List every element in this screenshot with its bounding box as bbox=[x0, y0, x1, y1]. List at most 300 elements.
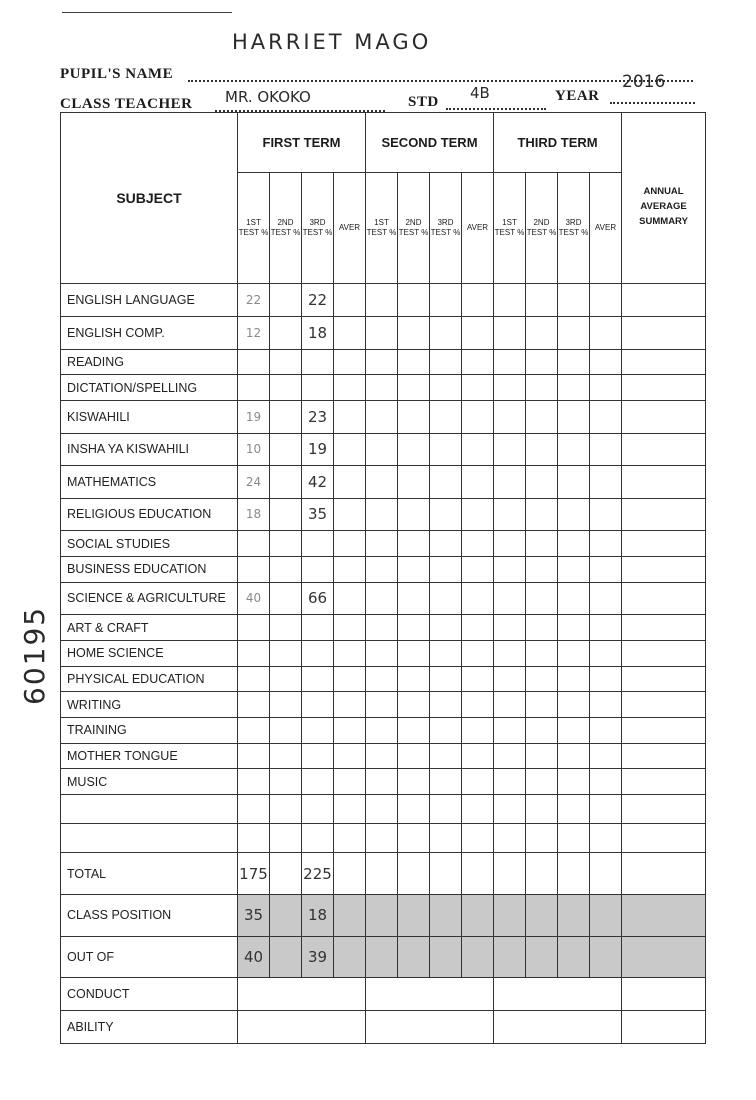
mark-cell bbox=[270, 743, 302, 769]
mark-cell bbox=[398, 317, 430, 350]
std-value: 4B bbox=[470, 84, 490, 102]
mark-cell bbox=[334, 692, 366, 718]
mark-cell bbox=[334, 466, 366, 499]
mark-cell bbox=[270, 769, 302, 795]
t3-test1-header: 1ST TEST % bbox=[494, 173, 526, 284]
std-label: STD bbox=[408, 94, 439, 110]
conduct-row bbox=[61, 978, 706, 1011]
mark-cell bbox=[590, 349, 622, 375]
mark-cell bbox=[590, 284, 622, 317]
mark-cell bbox=[622, 769, 706, 795]
first-term-test1-mark: 24 bbox=[238, 466, 270, 499]
mark-cell bbox=[366, 317, 398, 350]
mark-cell bbox=[430, 640, 462, 666]
mark-cell bbox=[462, 317, 494, 350]
mark-cell bbox=[590, 400, 622, 433]
pupil-name-value: HARRIET MAGO bbox=[232, 30, 432, 54]
std-line bbox=[446, 108, 546, 110]
mark-cell bbox=[334, 498, 366, 531]
mark-cell bbox=[558, 615, 590, 641]
mark-cell bbox=[494, 466, 526, 499]
first-term-header: FIRST TERM bbox=[238, 113, 366, 173]
mark-cell bbox=[430, 692, 462, 718]
mark-cell bbox=[622, 498, 706, 531]
mark-cell bbox=[270, 284, 302, 317]
mark-cell bbox=[334, 743, 366, 769]
mark-cell bbox=[590, 615, 622, 641]
mark-cell bbox=[430, 666, 462, 692]
t3-test2-header: 2ND TEST % bbox=[526, 173, 558, 284]
subject-row bbox=[61, 466, 706, 499]
mark-cell bbox=[334, 666, 366, 692]
first-term-test1-mark bbox=[238, 640, 270, 666]
first-term-test3-mark bbox=[302, 375, 334, 401]
first-term-test1-mark: 18 bbox=[238, 498, 270, 531]
subject-row bbox=[61, 769, 706, 795]
first-term-test3-mark bbox=[302, 666, 334, 692]
mark-cell bbox=[366, 718, 398, 744]
subject-name: BUSINESS EDUCATION bbox=[61, 556, 238, 582]
class-teacher-label: CLASS TEACHER bbox=[60, 96, 193, 112]
mark-cell bbox=[398, 692, 430, 718]
first-term-test1-mark: 12 bbox=[238, 317, 270, 350]
t1-test1-header: 1ST TEST % bbox=[238, 173, 270, 284]
mark-cell bbox=[494, 375, 526, 401]
mark-cell bbox=[494, 498, 526, 531]
mark-cell bbox=[430, 769, 462, 795]
report-grid bbox=[60, 112, 706, 1044]
mark-cell bbox=[526, 769, 558, 795]
ability-row bbox=[61, 1011, 706, 1044]
mark-cell bbox=[558, 556, 590, 582]
mark-cell bbox=[622, 531, 706, 557]
first-term-test1-mark bbox=[238, 692, 270, 718]
first-term-test1-mark bbox=[238, 666, 270, 692]
subject-row bbox=[61, 692, 706, 718]
mark-cell bbox=[334, 317, 366, 350]
mark-cell bbox=[526, 666, 558, 692]
class-position-label: CLASS POSITION bbox=[61, 895, 238, 937]
mark-cell bbox=[622, 433, 706, 466]
mark-cell bbox=[558, 692, 590, 718]
mark-cell bbox=[590, 498, 622, 531]
mark-cell bbox=[270, 531, 302, 557]
subject-row bbox=[61, 433, 706, 466]
mark-cell bbox=[526, 466, 558, 499]
subject-row bbox=[61, 743, 706, 769]
mark-cell bbox=[494, 582, 526, 615]
mark-cell bbox=[622, 400, 706, 433]
mark-cell bbox=[270, 640, 302, 666]
mark-cell bbox=[526, 400, 558, 433]
mark-cell bbox=[366, 531, 398, 557]
subject-row bbox=[61, 498, 706, 531]
mark-cell bbox=[334, 349, 366, 375]
mark-cell bbox=[430, 498, 462, 531]
mark-cell bbox=[366, 640, 398, 666]
mark-cell bbox=[366, 498, 398, 531]
year-label: YEAR bbox=[555, 88, 600, 104]
mark-cell bbox=[462, 666, 494, 692]
t2-test2-header: 2ND TEST % bbox=[398, 173, 430, 284]
mark-cell bbox=[334, 640, 366, 666]
mark-cell bbox=[430, 317, 462, 350]
mark-cell bbox=[622, 640, 706, 666]
subject-name: SCIENCE & AGRICULTURE bbox=[61, 582, 238, 615]
mark-cell bbox=[622, 317, 706, 350]
second-term-header: SECOND TERM bbox=[366, 113, 494, 173]
mark-cell bbox=[366, 582, 398, 615]
first-term-test3-mark: 35 bbox=[302, 498, 334, 531]
pupil-name-line bbox=[188, 80, 693, 82]
mark-cell bbox=[430, 466, 462, 499]
mark-cell bbox=[398, 615, 430, 641]
mark-cell bbox=[270, 718, 302, 744]
mark-cell bbox=[558, 466, 590, 499]
first-term-test3-mark: 19 bbox=[302, 433, 334, 466]
mark-cell bbox=[366, 615, 398, 641]
mark-cell bbox=[494, 556, 526, 582]
mark-cell bbox=[334, 531, 366, 557]
subject-name: MUSIC bbox=[61, 769, 238, 795]
mark-cell bbox=[494, 433, 526, 466]
mark-cell bbox=[398, 375, 430, 401]
mark-cell bbox=[366, 769, 398, 795]
subject-row bbox=[61, 349, 706, 375]
t3-aver-header: AVER bbox=[590, 173, 622, 284]
mark-cell bbox=[558, 400, 590, 433]
mark-cell bbox=[334, 400, 366, 433]
mark-cell bbox=[398, 556, 430, 582]
mark-cell bbox=[430, 718, 462, 744]
side-handwritten-note: 60195 bbox=[18, 605, 51, 705]
class-teacher-value: MR. OKOKO bbox=[225, 88, 311, 106]
subject-row bbox=[61, 640, 706, 666]
subject-name: READING bbox=[61, 349, 238, 375]
mark-cell bbox=[462, 556, 494, 582]
blank-row bbox=[61, 824, 706, 853]
mark-cell bbox=[398, 769, 430, 795]
mark-cell bbox=[270, 666, 302, 692]
first-term-test1-mark bbox=[238, 615, 270, 641]
mark-cell bbox=[494, 400, 526, 433]
mark-cell bbox=[462, 769, 494, 795]
mark-cell bbox=[398, 349, 430, 375]
year-line bbox=[610, 102, 695, 104]
mark-cell bbox=[398, 466, 430, 499]
first-term-test3-mark bbox=[302, 692, 334, 718]
subject-name: ENGLISH LANGUAGE bbox=[61, 284, 238, 317]
t1-test2-header: 2ND TEST % bbox=[270, 173, 302, 284]
mark-cell bbox=[526, 640, 558, 666]
top-edge-mark bbox=[62, 12, 232, 13]
mark-cell bbox=[270, 615, 302, 641]
mark-cell bbox=[590, 317, 622, 350]
mark-cell bbox=[558, 531, 590, 557]
mark-cell bbox=[526, 743, 558, 769]
mark-cell bbox=[462, 582, 494, 615]
mark-cell bbox=[558, 433, 590, 466]
subject-row bbox=[61, 531, 706, 557]
mark-cell bbox=[462, 743, 494, 769]
subject-row bbox=[61, 375, 706, 401]
mark-cell bbox=[526, 349, 558, 375]
subject-name: TRAINING bbox=[61, 718, 238, 744]
mark-cell bbox=[462, 531, 494, 557]
mark-cell bbox=[526, 498, 558, 531]
first-term-test1-mark bbox=[238, 718, 270, 744]
first-term-test1-mark: 19 bbox=[238, 400, 270, 433]
subject-name: ART & CRAFT bbox=[61, 615, 238, 641]
mark-cell bbox=[494, 666, 526, 692]
mark-cell bbox=[430, 400, 462, 433]
third-term-header: THIRD TERM bbox=[494, 113, 622, 173]
out-of-row bbox=[61, 936, 706, 978]
first-term-test3-mark: 22 bbox=[302, 284, 334, 317]
mark-cell bbox=[398, 666, 430, 692]
mark-cell bbox=[366, 400, 398, 433]
mark-cell bbox=[270, 375, 302, 401]
subject-row bbox=[61, 284, 706, 317]
total-label: TOTAL bbox=[61, 853, 238, 895]
mark-cell bbox=[430, 375, 462, 401]
mark-cell bbox=[590, 556, 622, 582]
mark-cell bbox=[558, 666, 590, 692]
mark-cell bbox=[558, 375, 590, 401]
mark-cell bbox=[590, 466, 622, 499]
mark-cell bbox=[270, 692, 302, 718]
mark-cell bbox=[462, 498, 494, 531]
class-position-row bbox=[61, 895, 706, 937]
first-term-test3-mark bbox=[302, 640, 334, 666]
mark-cell bbox=[430, 582, 462, 615]
subject-name: WRITING bbox=[61, 692, 238, 718]
mark-cell bbox=[590, 666, 622, 692]
mark-cell bbox=[462, 400, 494, 433]
mark-cell bbox=[526, 692, 558, 718]
mark-cell bbox=[270, 349, 302, 375]
mark-cell bbox=[590, 375, 622, 401]
mark-cell bbox=[590, 531, 622, 557]
mark-cell bbox=[270, 498, 302, 531]
mark-cell bbox=[622, 466, 706, 499]
mark-cell bbox=[590, 743, 622, 769]
mark-cell bbox=[430, 433, 462, 466]
first-term-test1-mark bbox=[238, 375, 270, 401]
first-term-test1-mark: 22 bbox=[238, 284, 270, 317]
mark-cell bbox=[366, 349, 398, 375]
pupil-name-label: PUPIL'S NAME bbox=[60, 66, 174, 82]
first-term-test3-mark bbox=[302, 531, 334, 557]
mark-cell bbox=[622, 692, 706, 718]
mark-cell bbox=[494, 284, 526, 317]
mark-cell bbox=[590, 582, 622, 615]
out-of-t3: 39 bbox=[302, 936, 334, 978]
subject-name: KISWAHILI bbox=[61, 400, 238, 433]
mark-cell bbox=[366, 556, 398, 582]
t1-aver-header: AVER bbox=[334, 173, 366, 284]
mark-cell bbox=[398, 400, 430, 433]
mark-cell bbox=[590, 769, 622, 795]
total-t3: 225 bbox=[302, 853, 334, 895]
mark-cell bbox=[430, 743, 462, 769]
mark-cell bbox=[462, 349, 494, 375]
year-value: 2016 bbox=[622, 72, 666, 92]
conduct-label: CONDUCT bbox=[61, 978, 238, 1011]
mark-cell bbox=[462, 615, 494, 641]
mark-cell bbox=[334, 615, 366, 641]
mark-cell bbox=[334, 582, 366, 615]
mark-cell bbox=[366, 666, 398, 692]
first-term-test3-mark bbox=[302, 769, 334, 795]
first-term-test1-mark bbox=[238, 349, 270, 375]
mark-cell bbox=[366, 466, 398, 499]
mark-cell bbox=[494, 349, 526, 375]
mark-cell bbox=[462, 466, 494, 499]
mark-cell bbox=[590, 692, 622, 718]
class-position-t3: 18 bbox=[302, 895, 334, 937]
first-term-test3-mark bbox=[302, 743, 334, 769]
mark-cell bbox=[526, 284, 558, 317]
subject-name: SOCIAL STUDIES bbox=[61, 531, 238, 557]
subject-row bbox=[61, 556, 706, 582]
mark-cell bbox=[398, 743, 430, 769]
mark-cell bbox=[462, 375, 494, 401]
t2-test1-header: 1ST TEST % bbox=[366, 173, 398, 284]
mark-cell bbox=[462, 718, 494, 744]
mark-cell bbox=[526, 582, 558, 615]
mark-cell bbox=[366, 375, 398, 401]
subject-row bbox=[61, 666, 706, 692]
first-term-test1-mark bbox=[238, 556, 270, 582]
annual-average-header: ANNUAL AVERAGE SUMMARY bbox=[622, 113, 706, 284]
mark-cell bbox=[366, 284, 398, 317]
first-term-test3-mark: 42 bbox=[302, 466, 334, 499]
mark-cell bbox=[494, 692, 526, 718]
first-term-test3-mark bbox=[302, 615, 334, 641]
mark-cell bbox=[526, 531, 558, 557]
mark-cell bbox=[334, 718, 366, 744]
mark-cell bbox=[270, 400, 302, 433]
t2-aver-header: AVER bbox=[462, 173, 494, 284]
subject-name: RELIGIOUS EDUCATION bbox=[61, 498, 238, 531]
mark-cell bbox=[558, 769, 590, 795]
first-term-test3-mark: 18 bbox=[302, 317, 334, 350]
t1-test3-header: 3RD TEST % bbox=[302, 173, 334, 284]
total-t1: 175 bbox=[238, 853, 270, 895]
mark-cell bbox=[270, 433, 302, 466]
first-term-test3-mark bbox=[302, 718, 334, 744]
subject-name: MATHEMATICS bbox=[61, 466, 238, 499]
mark-cell bbox=[494, 769, 526, 795]
mark-cell bbox=[366, 743, 398, 769]
mark-cell bbox=[622, 556, 706, 582]
mark-cell bbox=[430, 531, 462, 557]
out-of-t1: 40 bbox=[238, 936, 270, 978]
subject-row bbox=[61, 582, 706, 615]
subject-name: HOME SCIENCE bbox=[61, 640, 238, 666]
mark-cell bbox=[462, 433, 494, 466]
mark-cell bbox=[494, 615, 526, 641]
subject-header: SUBJECT bbox=[61, 113, 238, 284]
blank-row bbox=[61, 795, 706, 824]
mark-cell bbox=[494, 743, 526, 769]
mark-cell bbox=[366, 692, 398, 718]
subject-name: DICTATION/SPELLING bbox=[61, 375, 238, 401]
subject-name: ENGLISH COMP. bbox=[61, 317, 238, 350]
first-term-test1-mark bbox=[238, 531, 270, 557]
mark-cell bbox=[526, 718, 558, 744]
mark-cell bbox=[526, 433, 558, 466]
mark-cell bbox=[366, 433, 398, 466]
mark-cell bbox=[622, 284, 706, 317]
first-term-test1-mark: 10 bbox=[238, 433, 270, 466]
mark-cell bbox=[494, 718, 526, 744]
mark-cell bbox=[398, 433, 430, 466]
mark-cell bbox=[270, 556, 302, 582]
mark-cell bbox=[558, 498, 590, 531]
subject-row bbox=[61, 400, 706, 433]
mark-cell bbox=[430, 349, 462, 375]
subject-rows bbox=[61, 284, 706, 795]
mark-cell bbox=[334, 375, 366, 401]
t3-test3-header: 3RD TEST % bbox=[558, 173, 590, 284]
mark-cell bbox=[270, 582, 302, 615]
mark-cell bbox=[558, 718, 590, 744]
mark-cell bbox=[334, 433, 366, 466]
mark-cell bbox=[526, 317, 558, 350]
mark-cell bbox=[398, 531, 430, 557]
mark-cell bbox=[334, 769, 366, 795]
mark-cell bbox=[622, 349, 706, 375]
mark-cell bbox=[334, 556, 366, 582]
mark-cell bbox=[462, 692, 494, 718]
mark-cell bbox=[270, 317, 302, 350]
mark-cell bbox=[558, 743, 590, 769]
first-term-test1-mark bbox=[238, 769, 270, 795]
first-term-test1-mark: 40 bbox=[238, 582, 270, 615]
mark-cell bbox=[494, 640, 526, 666]
mark-cell bbox=[270, 466, 302, 499]
subject-row bbox=[61, 317, 706, 350]
subject-name: PHYSICAL EDUCATION bbox=[61, 666, 238, 692]
ability-label: ABILITY bbox=[61, 1011, 238, 1044]
mark-cell bbox=[430, 284, 462, 317]
mark-cell bbox=[526, 375, 558, 401]
mark-cell bbox=[494, 531, 526, 557]
mark-cell bbox=[590, 433, 622, 466]
class-position-t1: 35 bbox=[238, 895, 270, 937]
mark-cell bbox=[462, 284, 494, 317]
mark-cell bbox=[398, 640, 430, 666]
mark-cell bbox=[558, 582, 590, 615]
mark-cell bbox=[526, 615, 558, 641]
mark-cell bbox=[622, 375, 706, 401]
subject-name: MOTHER TONGUE bbox=[61, 743, 238, 769]
first-term-test3-mark bbox=[302, 349, 334, 375]
mark-cell bbox=[558, 349, 590, 375]
mark-cell bbox=[430, 556, 462, 582]
mark-cell bbox=[334, 284, 366, 317]
subject-name: INSHA YA KISWAHILI bbox=[61, 433, 238, 466]
mark-cell bbox=[494, 317, 526, 350]
mark-cell bbox=[398, 718, 430, 744]
first-term-test3-mark: 66 bbox=[302, 582, 334, 615]
subject-row bbox=[61, 718, 706, 744]
mark-cell bbox=[558, 640, 590, 666]
mark-cell bbox=[398, 284, 430, 317]
first-term-test1-mark bbox=[238, 743, 270, 769]
